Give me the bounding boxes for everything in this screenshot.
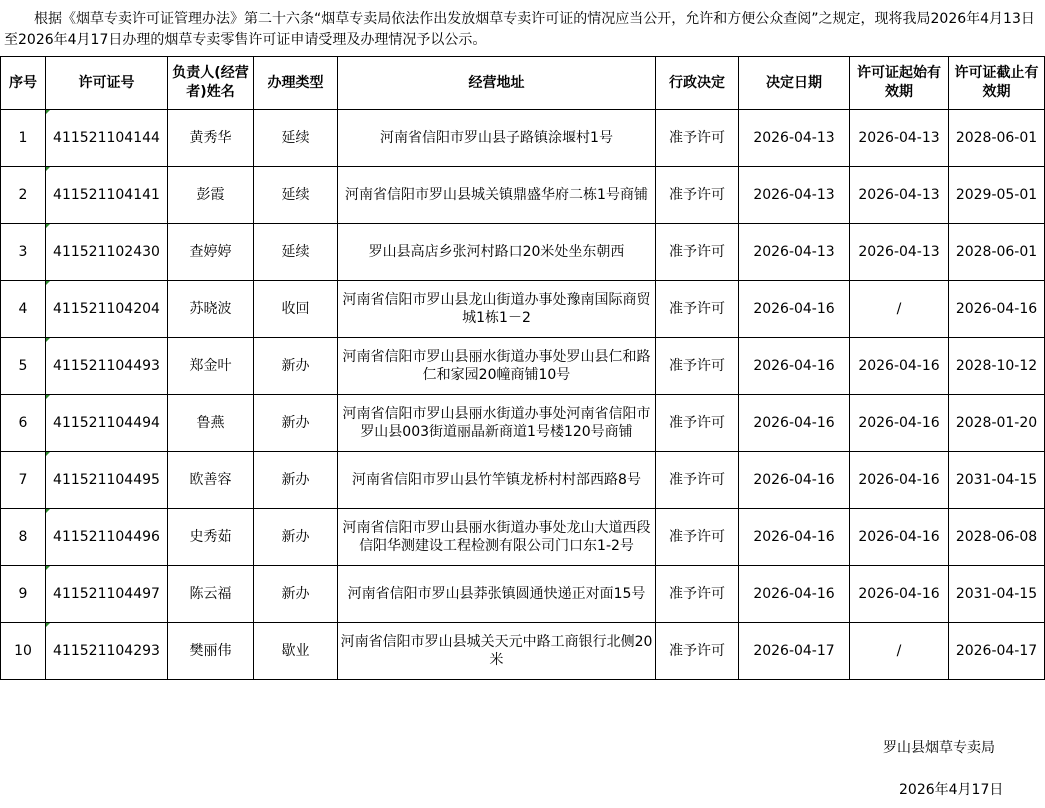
cell-license-no: 411521104293: [46, 623, 168, 680]
table-row: [1, 224, 1045, 281]
cell-owner: 樊丽伟: [168, 623, 254, 680]
cell-owner: 黄秀华: [168, 110, 254, 167]
cell-index: 6: [1, 395, 46, 452]
table-row: [1, 338, 1045, 395]
cell-valid-to: 2026-04-16: [949, 281, 1045, 338]
cell-decision-date: 2026-04-13: [739, 110, 850, 167]
cell-license-no: 411521104497: [46, 566, 168, 623]
cell-type: 延续: [254, 167, 338, 224]
cell-decision: 准予许可: [656, 395, 739, 452]
cell-valid-from: 2026-04-16: [850, 395, 949, 452]
cell-license-no: 411521104144: [46, 110, 168, 167]
cell-valid-from: 2026-04-16: [850, 566, 949, 623]
cell-decision: 准予许可: [656, 566, 739, 623]
table-row: [1, 452, 1045, 509]
cell-index: 1: [1, 110, 46, 167]
header-index: 序号: [1, 57, 46, 110]
table-row: [1, 167, 1045, 224]
cell-decision-date: 2026-04-16: [739, 338, 850, 395]
cell-owner: 查婷婷: [168, 224, 254, 281]
cell-decision-date: 2026-04-16: [739, 281, 850, 338]
cell-valid-from: 2026-04-13: [850, 224, 949, 281]
cell-valid-from: 2026-04-16: [850, 452, 949, 509]
cell-valid-from: 2026-04-13: [850, 110, 949, 167]
cell-decision: 准予许可: [656, 224, 739, 281]
cell-valid-from: 2026-04-13: [850, 167, 949, 224]
cell-owner: 陈云福: [168, 566, 254, 623]
table-row: [1, 623, 1045, 680]
cell-index: 9: [1, 566, 46, 623]
header-decision: 行政决定: [656, 57, 739, 110]
cell-decision: 准予许可: [656, 110, 739, 167]
cell-index: 8: [1, 509, 46, 566]
cell-decision: 准予许可: [656, 452, 739, 509]
cell-index: 7: [1, 452, 46, 509]
cell-license-no: 411521104493: [46, 338, 168, 395]
cell-address: 河南省信阳市罗山县丽水街道办事处龙山大道西段信阳华测建设工程检测有限公司门口东1-2号: [338, 509, 656, 566]
cell-index: 3: [1, 224, 46, 281]
cell-owner: 史秀茹: [168, 509, 254, 566]
cell-decision-date: 2026-04-13: [739, 224, 850, 281]
issuing-organization: 罗山县烟草专卖局: [883, 740, 995, 756]
cell-valid-to: 2028-06-08: [949, 509, 1045, 566]
cell-valid-to: 2031-04-15: [949, 566, 1045, 623]
cell-decision-date: 2026-04-16: [739, 395, 850, 452]
cell-type: 延续: [254, 110, 338, 167]
cell-license-no: 411521104495: [46, 452, 168, 509]
cell-type: 新办: [254, 566, 338, 623]
cell-address: 罗山县高店乡张河村路口20米处坐东朝西: [338, 224, 656, 281]
cell-type: 新办: [254, 338, 338, 395]
cell-address: 河南省信阳市罗山县龙山街道办事处豫南国际商贸城1栋1－2: [338, 281, 656, 338]
table-row: [1, 566, 1045, 623]
cell-owner: 郑金叶: [168, 338, 254, 395]
header-valid-from: 许可证起始有效期: [850, 57, 949, 110]
cell-valid-from: /: [850, 281, 949, 338]
cell-type: 收回: [254, 281, 338, 338]
header-decision-date: 决定日期: [739, 57, 850, 110]
cell-type: 新办: [254, 509, 338, 566]
cell-decision: 准予许可: [656, 623, 739, 680]
cell-valid-to: 2028-06-01: [949, 224, 1045, 281]
header-address: 经营地址: [338, 57, 656, 110]
cell-valid-to: 2026-04-17: [949, 623, 1045, 680]
table-row: [1, 281, 1045, 338]
cell-address: 河南省信阳市罗山县莽张镇圆通快递正对面15号: [338, 566, 656, 623]
table-row: [1, 395, 1045, 452]
cell-decision: 准予许可: [656, 338, 739, 395]
cell-address: 河南省信阳市罗山县子路镇涂堰村1号: [338, 110, 656, 167]
cell-valid-from: /: [850, 623, 949, 680]
cell-decision: 准予许可: [656, 509, 739, 566]
header-type: 办理类型: [254, 57, 338, 110]
cell-decision-date: 2026-04-16: [739, 566, 850, 623]
cell-license-no: 411521104496: [46, 509, 168, 566]
cell-type: 歇业: [254, 623, 338, 680]
table-row: [1, 509, 1045, 566]
cell-address: 河南省信阳市罗山县竹竿镇龙桥村村部西路8号: [338, 452, 656, 509]
cell-owner: 鲁燕: [168, 395, 254, 452]
issue-date: 2026年4月17日: [899, 782, 1004, 798]
table-row: [1, 110, 1045, 167]
cell-address: 河南省信阳市罗山县城关天元中路工商银行北侧20米: [338, 623, 656, 680]
cell-owner: 彭霞: [168, 167, 254, 224]
cell-type: 新办: [254, 452, 338, 509]
cell-license-no: 411521102430: [46, 224, 168, 281]
cell-valid-from: 2026-04-16: [850, 509, 949, 566]
cell-license-no: 411521104204: [46, 281, 168, 338]
cell-decision-date: 2026-04-17: [739, 623, 850, 680]
cell-valid-to: 2028-01-20: [949, 395, 1045, 452]
cell-decision-date: 2026-04-16: [739, 452, 850, 509]
cell-owner: 苏晓波: [168, 281, 254, 338]
header-valid-to: 许可证截止有效期: [949, 57, 1045, 110]
cell-valid-to: 2028-10-12: [949, 338, 1045, 395]
intro-paragraph: 根据《烟草专卖许可证管理办法》第二十六条“烟草专卖局依法作出发放烟草专卖许可证的情况应当公开，允许和方便公众查阅”之规定，现将我局2026年4月13日至2026年4月17日办理的烟草专卖零售许可证申请受理及办理情况予以公示。: [4, 11, 1035, 48]
cell-decision: 准予许可: [656, 281, 739, 338]
cell-index: 5: [1, 338, 46, 395]
table-header-row: [1, 57, 1045, 110]
cell-decision-date: 2026-04-16: [739, 509, 850, 566]
cell-address: 河南省信阳市罗山县丽水街道办事处河南省信阳市罗山县003街道丽晶新商道1号楼120号商铺: [338, 395, 656, 452]
cell-decision-date: 2026-04-13: [739, 167, 850, 224]
cell-index: 10: [1, 623, 46, 680]
cell-type: 新办: [254, 395, 338, 452]
cell-type: 延续: [254, 224, 338, 281]
cell-decision: 准予许可: [656, 167, 739, 224]
cell-index: 4: [1, 281, 46, 338]
cell-address: 河南省信阳市罗山县丽水街道办事处罗山县仁和路仁和家园20幢商铺10号: [338, 338, 656, 395]
cell-license-no: 411521104494: [46, 395, 168, 452]
cell-valid-to: 2028-06-01: [949, 110, 1045, 167]
cell-valid-to: 2029-05-01: [949, 167, 1045, 224]
header-owner: 负责人(经营者)姓名: [168, 57, 254, 110]
cell-index: 2: [1, 167, 46, 224]
cell-license-no: 411521104141: [46, 167, 168, 224]
license-table: [0, 56, 1045, 680]
cell-owner: 欧善容: [168, 452, 254, 509]
cell-address: 河南省信阳市罗山县城关镇鼎盛华府二栋1号商铺: [338, 167, 656, 224]
cell-valid-from: 2026-04-16: [850, 338, 949, 395]
header-license-no: 许可证号: [46, 57, 168, 110]
cell-valid-to: 2031-04-15: [949, 452, 1045, 509]
